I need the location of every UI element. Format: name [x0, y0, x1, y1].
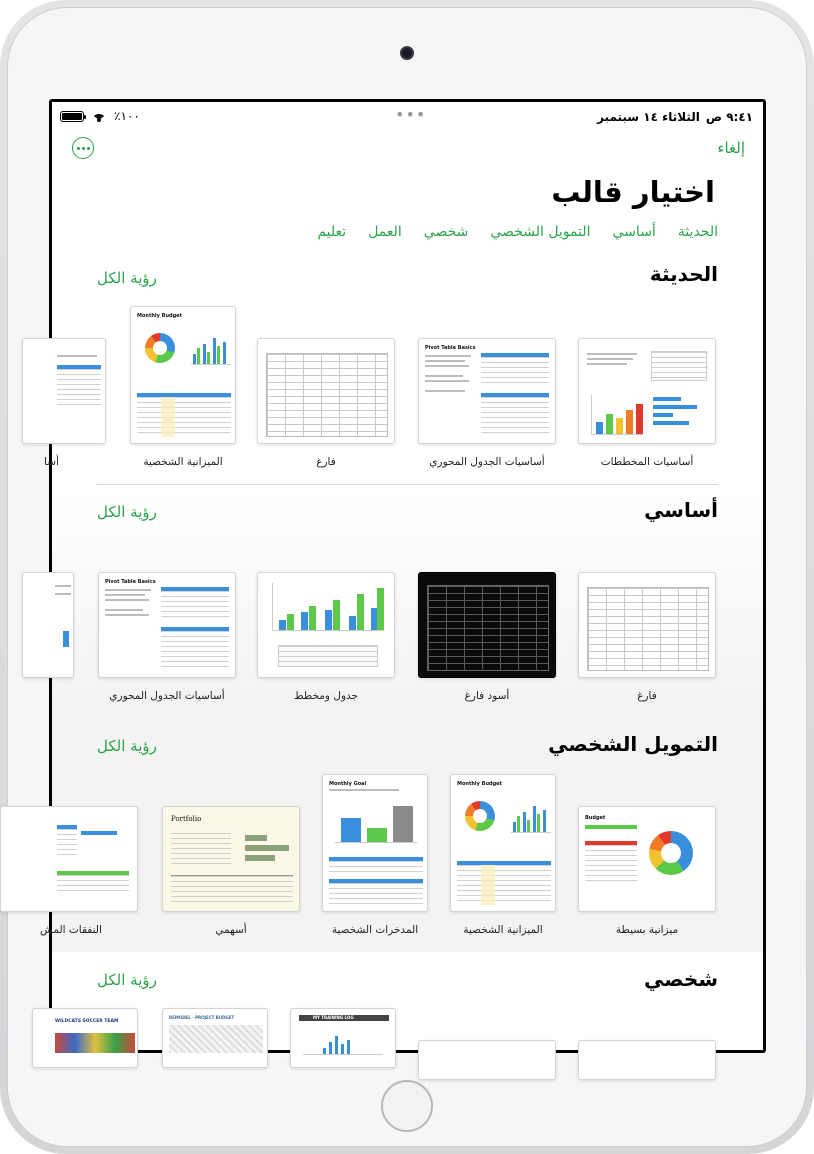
battery-percent: ٪١٠٠: [114, 109, 140, 123]
template-shared-expenses[interactable]: [0, 806, 138, 912]
template-label: أسا: [44, 456, 59, 468]
template-blank-black[interactable]: [418, 572, 556, 678]
section-title-personal-finance: التمويل الشخصي: [548, 732, 718, 756]
template-training-log[interactable]: [290, 1008, 396, 1068]
template-label: فارغ: [637, 690, 657, 702]
thumb-title: Pivot Table Basics: [425, 345, 476, 351]
status-bar: [52, 102, 763, 130]
template-my-stocks[interactable]: [162, 806, 300, 912]
multitasking-dots-icon[interactable]: •••: [395, 105, 427, 124]
template-blank[interactable]: [257, 338, 395, 444]
status-time-date: [597, 110, 753, 124]
screen: [40, 99, 766, 1053]
category-tabs: [317, 224, 718, 240]
section-title-recent: الحديثة: [649, 262, 718, 286]
see-all-basic-link[interactable]: رؤية الكل: [97, 503, 157, 521]
template-label: أسود فارغ: [464, 690, 510, 702]
wifi-icon: [92, 111, 106, 122]
thumb-title: Monthly Budget: [457, 781, 502, 787]
thumb-title: REMODEL · PROJECT BUDGET: [169, 1015, 235, 1020]
template-label: النفقات المش: [40, 924, 102, 936]
see-all-recent-link[interactable]: رؤية الكل: [97, 269, 157, 287]
template-personal-savings[interactable]: [322, 774, 428, 912]
template-project-budget[interactable]: [162, 1008, 268, 1068]
camera-icon: [400, 46, 414, 60]
thumb-title: Portfolio: [171, 815, 202, 823]
template-pivot-basics[interactable]: [98, 572, 236, 678]
thumb-title: Monthly Budget: [137, 313, 182, 319]
template-blank[interactable]: [578, 572, 716, 678]
category-tab-basic[interactable]: أساسي: [612, 224, 656, 240]
thumb-title: Monthly Goal: [329, 781, 367, 787]
page-title: اختيار قالب: [551, 175, 715, 209]
template-simple-budget[interactable]: [578, 806, 716, 912]
template-chart-basics[interactable]: [578, 338, 716, 444]
template-label: الميزانية الشخصية: [143, 456, 223, 468]
category-tab-personal[interactable]: شخصي: [423, 224, 469, 240]
template-partial[interactable]: [22, 572, 74, 678]
template-label: أساسيات الجدول المحوري: [429, 456, 545, 468]
see-all-finance-link[interactable]: رؤية الكل: [97, 737, 157, 755]
section-title-basic: أساسي: [644, 498, 718, 522]
more-options-icon[interactable]: [72, 137, 94, 159]
status-time: ٩:٤١ ص: [705, 110, 753, 124]
thumb-title: Pivot Table Basics: [105, 579, 156, 585]
section-divider: [97, 484, 718, 485]
template-partial[interactable]: [22, 338, 106, 444]
template-label: الميزانية الشخصية: [463, 924, 543, 936]
template-label: المدخرات الشخصية: [331, 924, 419, 936]
cancel-button[interactable]: إلغاء: [717, 139, 745, 157]
category-tab-education[interactable]: تعليم: [317, 224, 347, 240]
template-soccer-team[interactable]: [32, 1008, 138, 1068]
template-personal-thumb[interactable]: [578, 1040, 716, 1080]
template-label: فارغ: [316, 456, 336, 468]
category-tab-recent[interactable]: الحديثة: [677, 224, 718, 240]
category-tab-business[interactable]: العمل: [368, 224, 402, 240]
thumb-title: MY TRAINING LOG: [313, 1015, 354, 1020]
template-chooser: [40, 102, 763, 1050]
template-label: أساسيات المخططات: [600, 456, 694, 468]
status-indicators: [60, 109, 140, 123]
template-personal-thumb[interactable]: [418, 1040, 556, 1080]
template-label: ميزانية بسيطة: [615, 924, 679, 936]
category-tab-personal-finance[interactable]: التمويل الشخصي: [490, 224, 591, 240]
template-label: جدول ومخطط: [293, 690, 359, 702]
battery-icon: [60, 111, 84, 122]
see-all-personal-link[interactable]: رؤية الكل: [97, 971, 157, 989]
template-personal-budget[interactable]: [130, 306, 236, 444]
template-label: أساسيات الجدول المحوري: [109, 690, 225, 702]
template-pivot-basics[interactable]: [418, 338, 556, 444]
status-date: الثلاثاء ١٤ سبتمبر: [597, 110, 700, 124]
template-personal-budget[interactable]: [450, 774, 556, 912]
thumb-title: WILDCATS SOCCER TEAM: [55, 1019, 119, 1024]
thumb-title: Budget: [585, 815, 606, 821]
section-title-personal: شخصي: [643, 967, 718, 991]
template-label: أسهمي: [215, 924, 247, 936]
template-chart-and-table[interactable]: [257, 572, 395, 678]
home-button[interactable]: [381, 1080, 433, 1132]
